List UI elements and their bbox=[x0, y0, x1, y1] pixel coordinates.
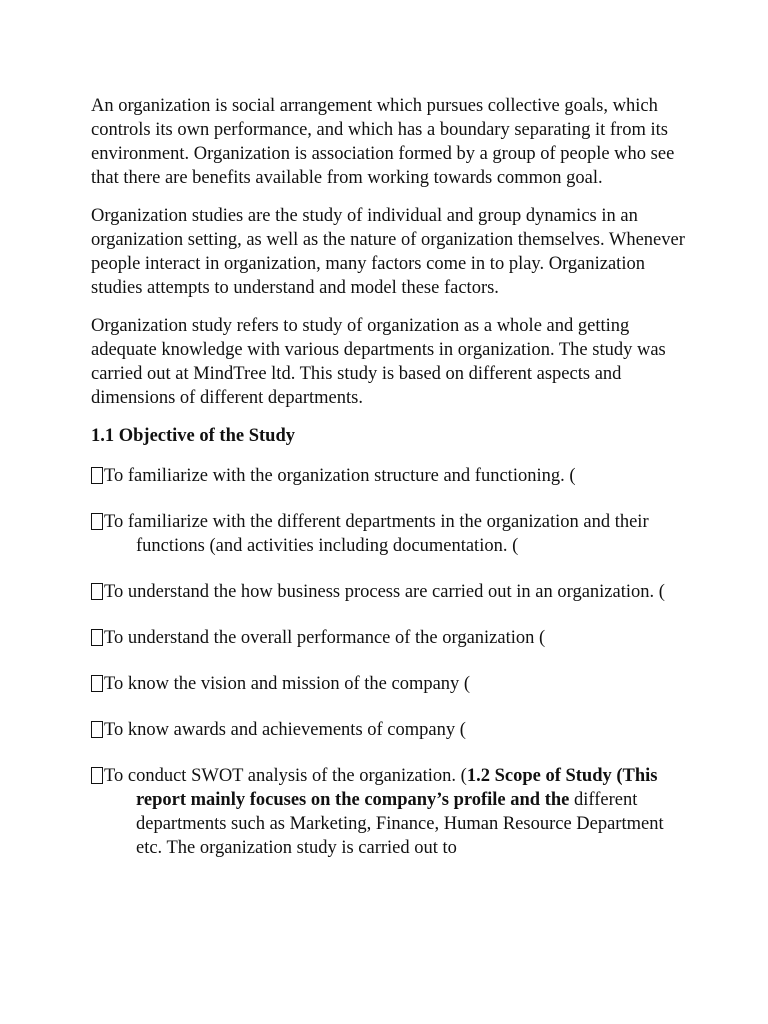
list-item-text: To know awards and achievements of company ( bbox=[104, 720, 466, 740]
missing-glyph-icon bbox=[91, 513, 103, 530]
list-item-text: To familiarize with the organization structure and functioning. ( bbox=[104, 466, 576, 486]
paragraph-organization-definition: An organization is social arrangement which pursues collective goals, which controls its own performance, and which has a boundary separating it from its environment. Organization is association formed by a group of people who see that there are benefits available from working towards common goal. bbox=[91, 96, 675, 188]
list-item bbox=[91, 510, 691, 558]
document-body bbox=[91, 94, 691, 882]
missing-glyph-icon bbox=[91, 629, 103, 646]
list-item-swot bbox=[91, 764, 691, 860]
list-item-text: To conduct SWOT analysis of the organization. ( bbox=[104, 766, 467, 786]
paragraph-organization-study-scope: Organization study refers to study of organization as a whole and getting adequate knowledge with various departments in organization. The study was carried out at MindTree ltd. This study is based on different aspects and dimensions of different departments. bbox=[91, 316, 666, 408]
paragraph-organization-studies: Organization studies are the study of individual and group dynamics in an organization setting, as well as the nature of organization themselves. Whenever people interact in organization, many factors come in to play. Organization studies attempts to understand and model these factors. bbox=[91, 206, 685, 298]
list-item-text: To familiarize with the different departments in the organization and their functions (and activities including documentation. ( bbox=[104, 512, 649, 556]
missing-glyph-icon bbox=[91, 583, 103, 600]
list-item bbox=[91, 464, 691, 488]
list-item bbox=[91, 672, 691, 696]
missing-glyph-icon bbox=[91, 721, 103, 738]
missing-glyph-icon bbox=[91, 767, 103, 784]
section-heading-objective: 1.1 Objective of the Study bbox=[91, 426, 295, 446]
list-item bbox=[91, 626, 691, 650]
list-item-text: To understand the overall performance of the organization ( bbox=[104, 628, 546, 648]
list-item bbox=[91, 718, 691, 742]
missing-glyph-icon bbox=[91, 675, 103, 692]
section-heading-scope: 1.2 Scope of Study (This report mainly focuses on the company’s profile and the bbox=[136, 766, 658, 810]
list-item-text: To understand the how business process are carried out in an organization. ( bbox=[104, 582, 665, 602]
list-item bbox=[91, 580, 691, 604]
missing-glyph-icon bbox=[91, 467, 103, 484]
scope-text: different departments such as Marketing, Finance, Human Resource Department etc. The organization study is carried out to bbox=[136, 790, 664, 858]
list-item-text: To know the vision and mission of the company ( bbox=[104, 674, 471, 694]
